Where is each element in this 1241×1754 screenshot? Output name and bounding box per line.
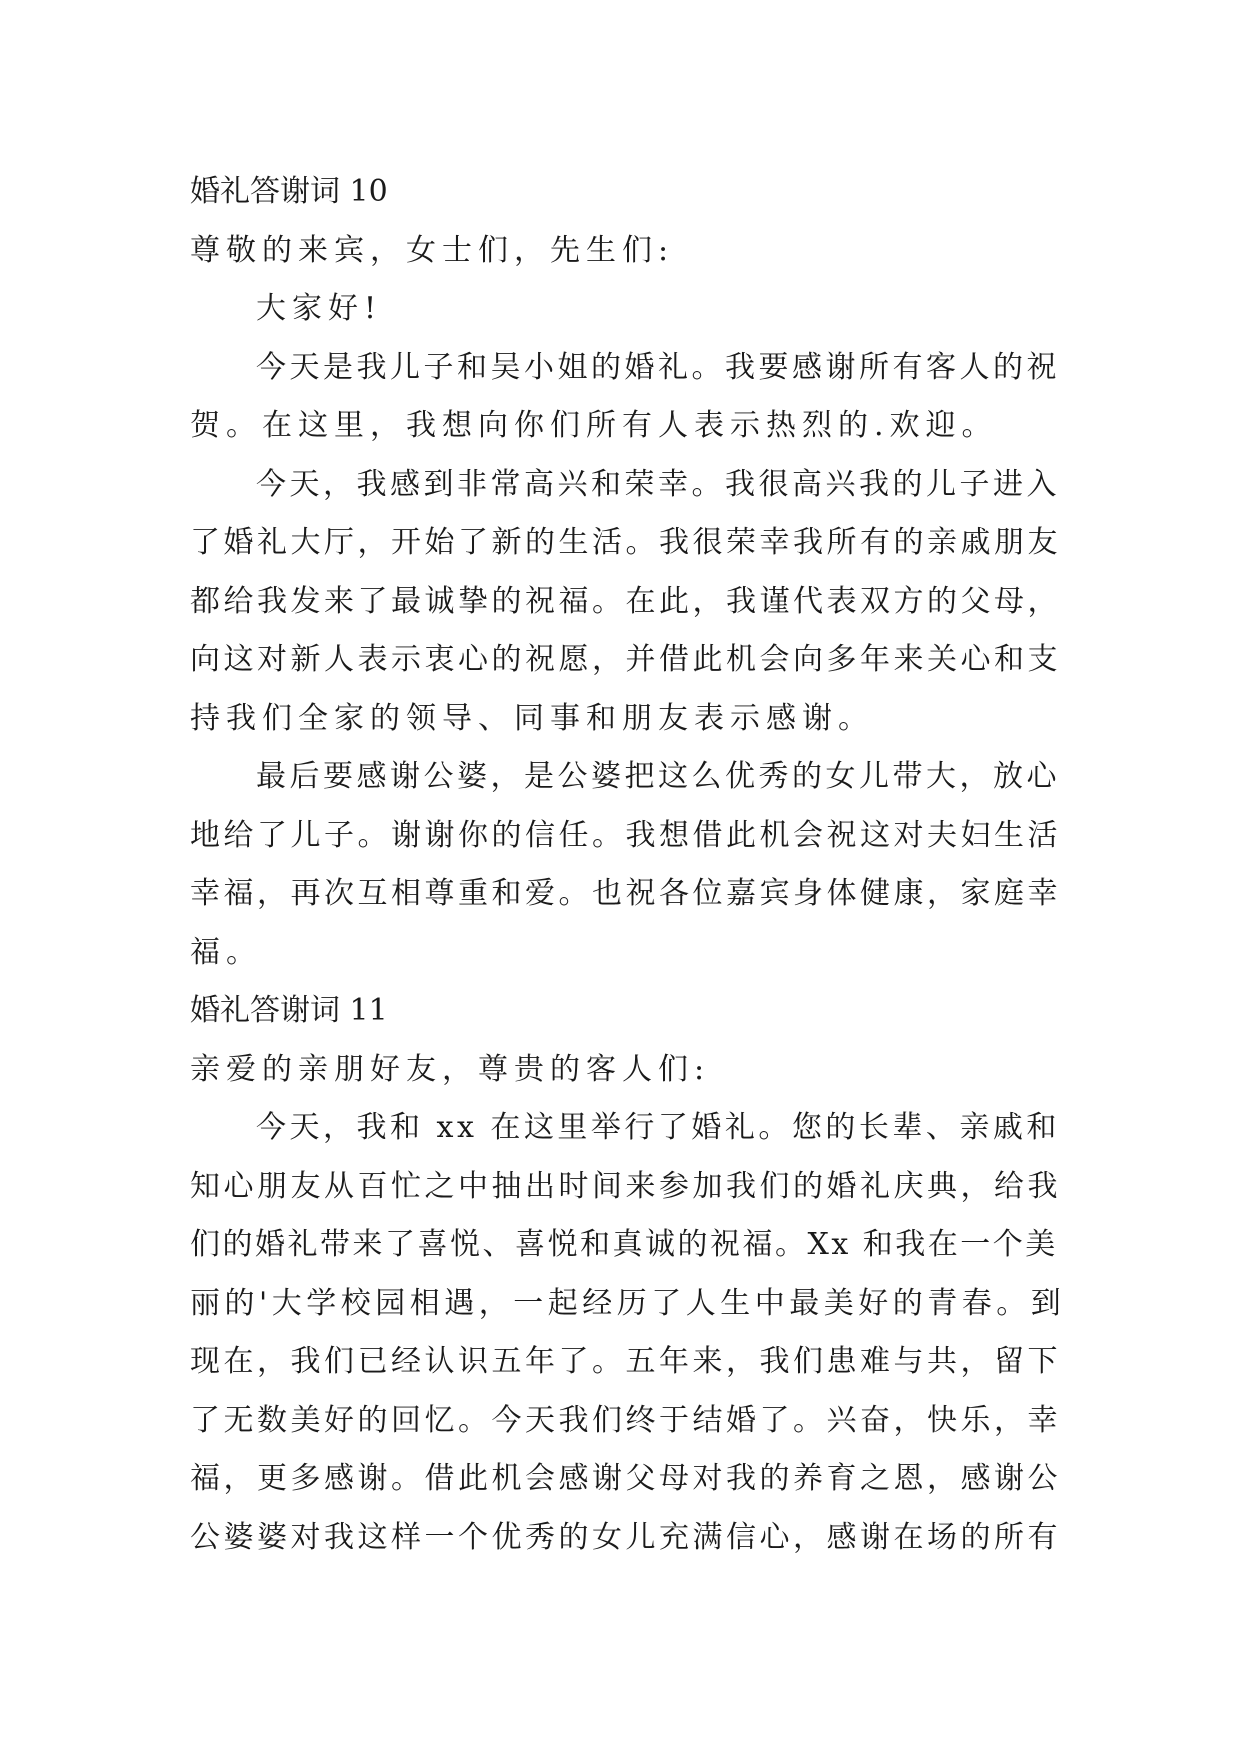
salutation: 尊敬的来宾，女士们，先生们: [190,232,675,268]
paragraph-line: 了婚礼大厅，开始了新的生活。我很荣幸我所有的亲戚朋友 [190,525,1061,560]
paragraph-line: 今天，我感到非常高兴和荣幸。我很高兴我的儿子进入 [256,466,1060,502]
paragraph-line: 们的婚礼带来了喜悦、喜悦和真诚的祝福。Xx 和我在一个美 [190,1227,1058,1262]
paragraph-line: 福。 [190,934,262,970]
paragraph-line: 今天，我和 xx 在这里举行了婚礼。您的长辈、亲戚和 [256,1110,1060,1145]
paragraph-line: 今天是我儿子和吴小姐的婚礼。我要感谢所有客人的祝 [256,349,1060,385]
salutation: 亲爱的亲朋好友，尊贵的客人们: [190,1051,711,1087]
paragraph-line: 最后要感谢公婆，是公婆把这么优秀的女儿带大，放心 [256,759,1060,794]
section-heading: 婚礼答谢词 11 [190,993,388,1028]
paragraph-line: 丽的'大学校园相遇，一起经历了人生中最美好的青春。到 [190,1285,1066,1321]
paragraph-line: 现在，我们已经认识五年了。五年来，我们患难与共，留下 [190,1344,1061,1379]
paragraph-line: 福，更多感谢。借此机会感谢父母对我的养育之恩，感谢公 [190,1461,1061,1496]
document-body [190,163,1070,1567]
paragraph-line: 贺。在这里，我想向你们所有人表示热烈的.欢迎。 [190,408,998,443]
paragraph-line: 持我们全家的领导、同事和朋友表示感谢。 [190,700,874,736]
paragraph-line: 知心朋友从百忙之中抽出时间来参加我们的婚礼庆典，给我 [190,1168,1061,1204]
paragraph-line: 了无数美好的回忆。今天我们终于结婚了。兴奋，快乐，幸 [190,1402,1061,1438]
paragraph-line: 公婆婆对我这样一个优秀的女儿充满信心，感谢在场的所有 [190,1519,1061,1555]
paragraph-line: 都给我发来了最诚挚的祝福。在此，我谨代表双方的父母， [190,583,1061,619]
section-heading: 婚礼答谢词 10 [190,174,388,209]
paragraph-line: 幸福，再次互相尊重和爱。也祝各位嘉宾身体健康，家庭幸 [190,876,1061,911]
paragraph-line: 地给了儿子。谢谢你的信任。我想借此机会祝这对夫妇生活 [190,817,1061,853]
paragraph-line: 向这对新人表示衷心的祝愿，并借此机会向多年来关心和支 [190,642,1061,677]
greeting: 大家好! [256,291,383,326]
